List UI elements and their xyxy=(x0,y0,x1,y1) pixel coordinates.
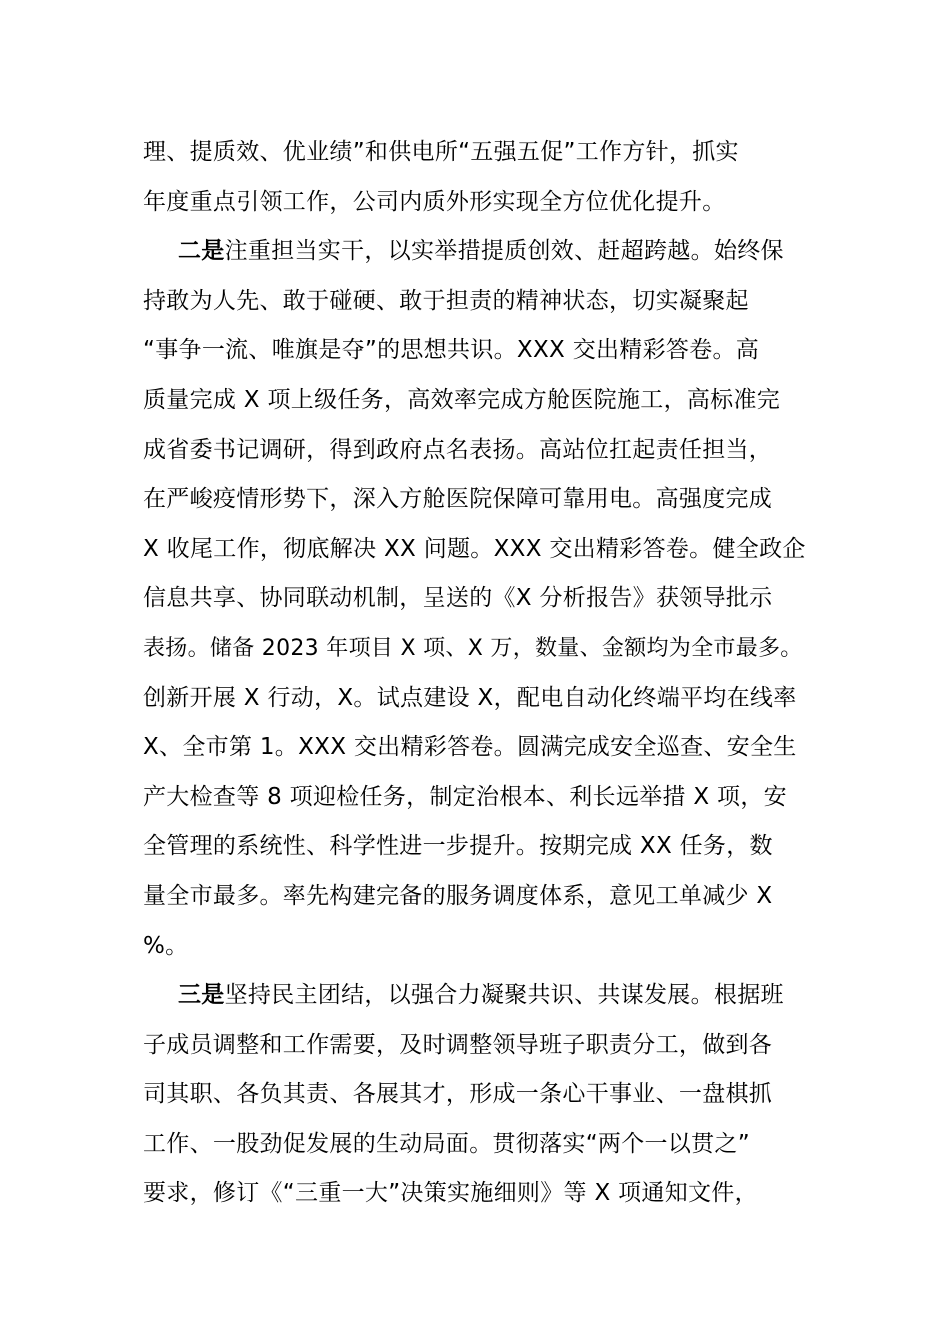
paragraph-lead: 三是 xyxy=(178,982,225,1009)
text-line: X、全市第 1。XXX 交出精彩答卷。圆满完成安全巡查、安全生 xyxy=(143,734,797,761)
text-fragment: 坚持民主团结，以强合力凝聚共识、共谋发展。根据班 xyxy=(224,982,784,1009)
paragraph-second xyxy=(143,227,815,971)
text-line: %。 xyxy=(143,932,189,959)
text-line: 要求，修订《“三重一大”决策实施细则》等 X 项通知文件， xyxy=(143,1180,758,1207)
text-line: 质量完成 X 项上级任务，高效率完成方舱医院施工，高标准完 xyxy=(143,386,781,413)
text-line: 在严峻疫情形势下，深入方舱医院保障可靠用电。高强度完成 xyxy=(143,486,773,513)
text-line: 持敢为人先、敢于碰硬、敢于担责的精神状态，切实凝聚起 xyxy=(143,287,749,314)
paragraph-continued xyxy=(143,128,815,227)
text-line: 量全市最多。率先构建完备的服务调度体系，意见工单减少 X xyxy=(143,882,773,909)
text-line: 创新开展 X 行动，X。试点建设 X，配电自动化终端平均在线率 xyxy=(143,684,797,711)
text-line: 子成员调整和工作需要，及时调整领导班子职责分工，做到各 xyxy=(143,1031,773,1058)
text-fragment: 注重担当实干，以实举措提质创效、赶超跨越。始终保 xyxy=(224,238,784,265)
text-line: 司其职、各负其责、各展其才，形成一条心干事业、一盘棋抓 xyxy=(143,1081,773,1108)
document-body xyxy=(143,128,815,1219)
paragraph-third xyxy=(143,971,815,1219)
text-line-lead xyxy=(143,971,815,1021)
text-line: 表扬。储备 2023 年项目 X 项、X 万，数量、金额均为全市最多。 xyxy=(143,635,803,661)
text-line: 工作、一股劲促发展的生动局面。贯彻落实“两个一以贯之” xyxy=(143,1130,750,1157)
text-line: X 收尾工作，彻底解决 XX 问题。XXX 交出精彩答卷。健全政企 xyxy=(143,535,806,562)
paragraph-lead: 二是 xyxy=(178,238,225,265)
text-line: 信息共享、协同联动机制，呈送的《X 分析报告》获领导批示 xyxy=(143,585,773,612)
text-line-lead xyxy=(143,227,815,277)
text-line: 全管理的系统性、科学性进一步提升。按期完成 XX 任务，数 xyxy=(143,833,773,860)
text-line: 年度重点引领工作，公司内质外形实现全方位优化提升。 xyxy=(143,188,726,215)
text-line: 产大检查等 8 项迎检任务，制定治根本、利长远举措 X 项，安 xyxy=(143,783,787,810)
text-line: 成省委书记调研，得到政府点名表扬。高站位扛起责任担当， xyxy=(143,436,773,463)
text-line: “事争一流、唯旗是夺”的思想共识。XXX 交出精彩答卷。高 xyxy=(143,337,760,364)
text-line: 理、提质效、优业绩”和供电所“五强五促”工作方针，抓实 xyxy=(143,139,739,165)
